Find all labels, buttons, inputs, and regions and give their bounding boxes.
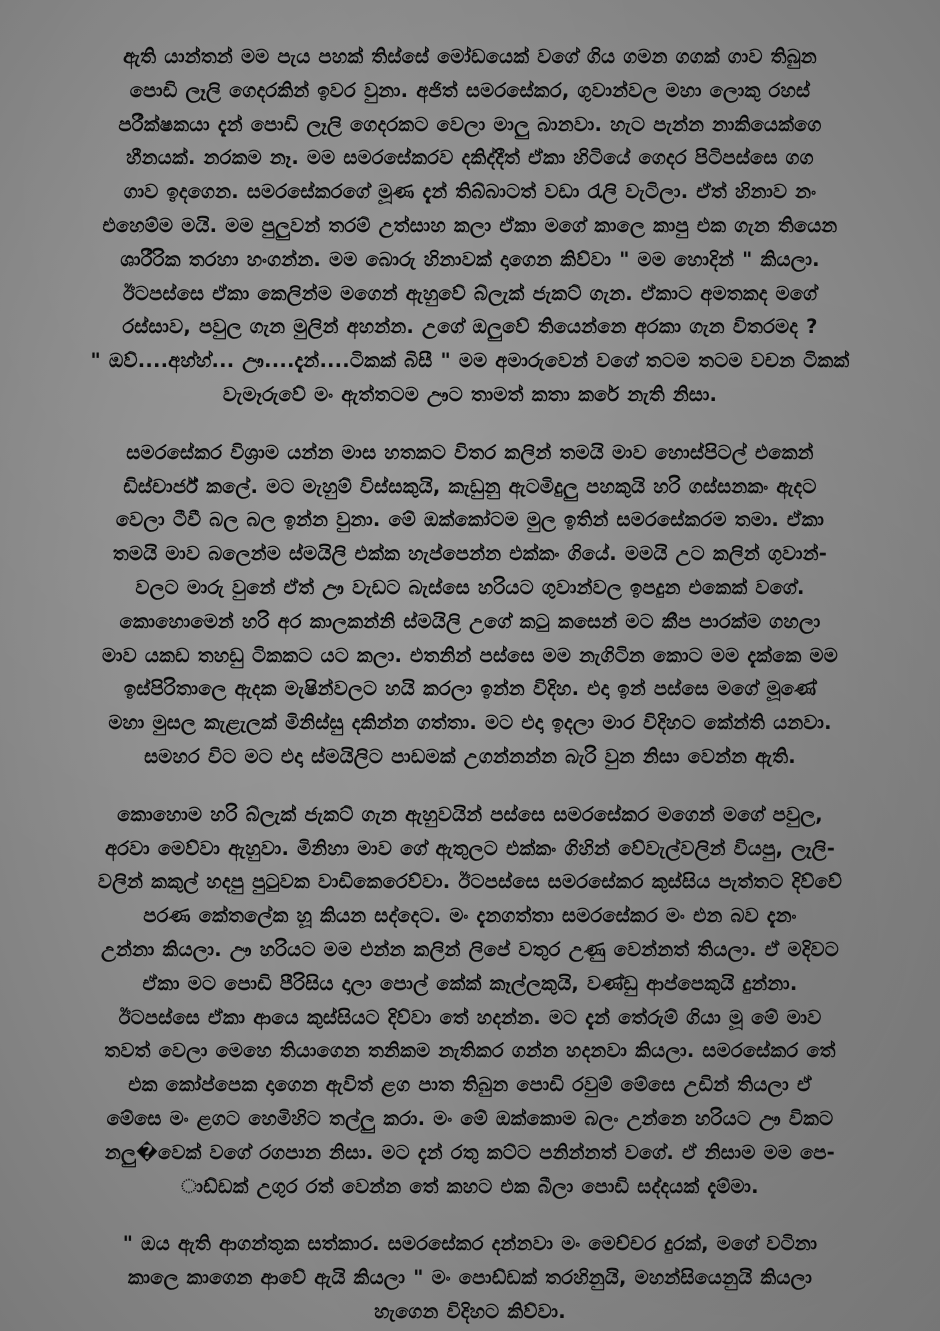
text-line: වලින් කකුල් හදපු පුටුවක වාඩිකෙරෙව්වා. ඊටපස්සෙ සමරසේකර කුස්සිය පැත්තට දිව්වේ xyxy=(97,870,843,894)
text-line: උන්නා කියලා. ඌ හරියට මම එන්න කලින් ලිපේ වතුර උණු වෙන්නත් තියලා. ඒ මදිවට xyxy=(100,937,839,961)
text-line: එක කෝප්පෙක දාගෙන ඇවිත් ළග පාත තිබුන පොඩි රවුම් මේසෙ උඩින් තියලා ඒ xyxy=(128,1073,812,1097)
text-line: වලට මාරු වුනේ ඒත් ඌ වැඩට බැස්සෙ හරියට ගුවාන්වල ඉපදුන එකෙක් වගේ. xyxy=(135,575,805,599)
text-line: හැගෙන විදිහට කිව්වා. xyxy=(374,1299,566,1323)
text-line: ඊටපස්සෙ ඒකා ආයෙ කුස්සියට දිව්වා තේ හදන්න. මට දැන් තේරුම් ගියා මූ මේ මාව xyxy=(118,1005,822,1029)
text-line: වෙලා ටීවී බල බල ඉන්න වුනා. මේ ඔක්කෝටම මුල ඉතින් සමරසේකරම තමා. ඒකා xyxy=(115,508,825,532)
text-line: ඒකා මට පොඩි පීරිසිය දාලා පොල් කේක් කෑල්ලකුයි, වණ්ඩු ආප්පෙකුයි දුන්නා. xyxy=(142,971,798,995)
text-line: තමයි මාව බලෙන්ම ස්මයිලි එක්ක හැප්පෙන්න එක්කං ගියේ. මමයි උට කලින් ගුවාන්- xyxy=(112,542,828,566)
text-line: කොහොම හරි බ්ලැක් ජැකට් ගැන ඇහුවයින් පස්සෙ සමරසේකර මගෙන් මගේ පවුල, xyxy=(117,802,823,826)
text-line: සමහර විට මට එදා ස්මයිලිට පාඩමක් උගන්නන්න බැරි වුන නිසා වෙන්න ඇති. xyxy=(144,744,796,768)
paragraph-3 xyxy=(38,798,902,1204)
text-line: ාඩ්ඩක් උගුර රත් වෙන්න තේ කහට එක බීලා පොඩි සද්දයක් දැම්මා. xyxy=(181,1174,759,1198)
text-line: තවත් වෙලා මෙහෙ තියාගෙන තනිකම නැතිකර ගන්න හදනවා කියලා. සමරසේකර තේ xyxy=(104,1039,836,1063)
text-line: කාලෙ කාගෙන ආවේ ඇයි කියලා " මං පොඩ්ඩක් තරහිනුයි, මහන්සියෙනුයි කියලා xyxy=(127,1266,813,1290)
text-line: ගාව ඉදගෙන. සමරසේකරගේ මූණ දැන් තිබ්බාටත් වඩා රැලි වැටිලා. ඒත් හිනාව නං xyxy=(123,180,817,204)
text-line: පරණ කේතලේක හූ කියන සද්දෙට. මං දැනගත්තා සමරසේකර මං එන බව දැනං xyxy=(143,904,797,928)
text-line: මාව යකඩ තහඩු ටිකකට යට කලා. එතනින් පස්සෙ මම නැගිටින කොට මම දැක්කෙ මම xyxy=(102,643,838,667)
text-line: ඩිස්චාර්ජ් කලේ. මට මැහුම් විස්සකුයි, කැඩුනු ඇටමිදුලු පහකුයි හරි ගස්සනකං ඇදට xyxy=(123,474,817,498)
text-line: ඇති යාන්තන් මම පැය පහක් තිස්සේ මෝඩයෙක් වගේ ගිය ගමන ගගක් ගාව තිබුන xyxy=(123,45,817,68)
text-line: නලු�වෙක් වගේ රගපාන නිසා. මට දැන් රතු කට්ට පනින්නත් වගේ. ඒ නිසාම මම පෙ- xyxy=(105,1140,835,1164)
text-line: කොහොමෙන් හරි අර කාලකන්නි ස්මයිලි උගේ කටු කසෙන් මට කීප පාරක්ම ගහලා xyxy=(119,609,821,633)
paragraph-1 xyxy=(38,40,902,412)
text-line: හීනයක්. නරකම නෑ. මම සමරසේකරව දකිද්දීත් ඒකා හිටියේ ගෙදර පිටිපස්සෙ ගග xyxy=(126,146,814,170)
text-line: මේසෙ මං ළගට හෙමිහිට තල්ලු කරා. මං මේ ඔක්කොම බලං උන්නෙ හරියට ඌ විකට xyxy=(106,1106,834,1130)
text-line: ශාරීරික තරහා හංගන්න. මම බොරු හිනාවක් දාගෙන කිව්වා " මම හොදින් " කියලා. xyxy=(120,247,820,271)
text-line: එහෙම්ම මයි. මම පුලුවන් තරම් උත්සාහ කලා ඒකා මගේ කාලෙ කාපු එක ගැන තියෙන xyxy=(102,213,838,237)
text-line: පරීක්ෂකයා දැන් පොඩි ලෑලි ගෙදරකට වෙලා මාලු බානවා. හැට පැන්න නාකියෙක්ගෙ xyxy=(118,112,822,136)
text-line: " ඔය ඇති ආගන්තුක සත්කාර. සමරසේකර දන්නවා මං මෙච්චර දුරක්, මගේ වටිනා xyxy=(122,1232,818,1256)
text-line: " ඔව්....අහ්හ්... ඌ....දැන්....ටිකක් බිසී " මම අමාරුවෙන් වගේ තටම තටම වචන ටිකක් xyxy=(90,349,850,373)
text-line: පොඩි ලෑලි ගෙදරකින් ඉවර වුනා. අජිත් සමරසේකර, ගුවාන්වල මහා ලොකු රහස් xyxy=(129,78,811,102)
paragraph-2 xyxy=(38,436,902,774)
text-line: ඊටපස්සෙ ඒකා කෙලින්ම මගෙන් ඇහුවේ බ්ලැක් ජැකට් ගැන. ඒකාට අමතකද මගේ xyxy=(122,281,818,305)
paragraph-4 xyxy=(38,1227,902,1328)
text-line: ඉස්පිරිතාලෙ ඇදක මැෂින්වලට හයි කරලා ඉන්න විදිහ. එදා ඉන් පස්සෙ මගේ මූණේ xyxy=(123,677,817,701)
text-line: සමරසේකර විශ්‍රාම යන්න මාස හතකට විතර කලින් තමයි මාව හොස්පිටල් එකෙන් xyxy=(126,440,814,464)
text-line: මහා මුසල කැළැලක් මිනිස්සු දකින්න ගත්තා. මට එදා ඉදලා මාර විදිහට කේන්ති යනවා. xyxy=(108,711,832,735)
text-line: රස්සාව, පවුල ගැන මුලින් අහන්න. උගේ ඔලුවේ තියෙන්නෙ අරකා ගැන විතරමද ? xyxy=(122,315,818,339)
text-line: වැමෑරුවේ මං ඇත්තටම ඌට තාමත් කතා කරේ නැති නිසා. xyxy=(222,382,718,406)
text-line: අරවා මෙව්වා ඇහුවා. මිනිහා මාව ගේ ඇතුලට එක්කං ගිහින් වේවැල්වලින් වියපු, ලෑලි- xyxy=(105,836,835,860)
